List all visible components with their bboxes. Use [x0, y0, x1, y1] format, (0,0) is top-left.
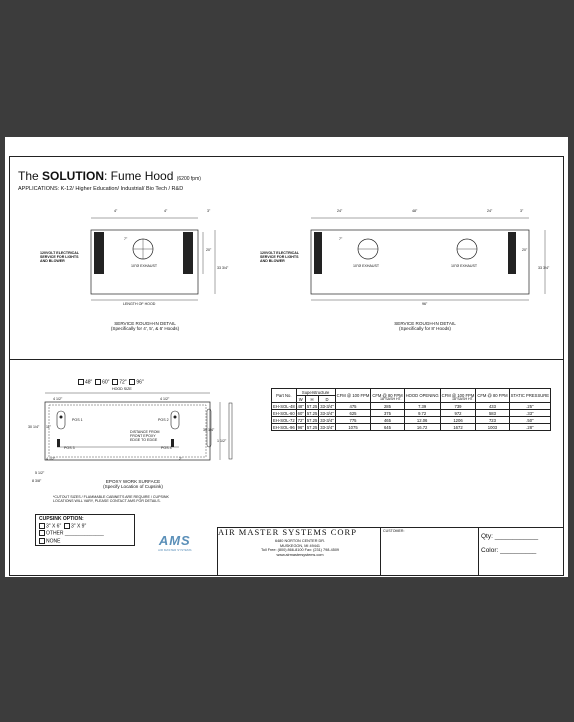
- surface-dim-right: 30 1/4": [203, 428, 215, 432]
- dim-left-small: 7": [124, 237, 128, 241]
- cup-pos-4: POS 4: [161, 446, 172, 450]
- cell: 775: [335, 417, 371, 424]
- logo-text: AMS: [158, 533, 191, 548]
- size-72-checkbox[interactable]: [112, 379, 118, 385]
- table-row: [272, 417, 551, 424]
- dim-8ft-height: 33 3/4": [538, 266, 550, 270]
- applications-line: APPLICATIONS: K-12/ Higher Education/ Industrial/ Bio Tech / R&D: [18, 186, 184, 192]
- length-label: LENGTH OF HOOD: [123, 302, 156, 306]
- color-field[interactable]: Color: __________: [481, 547, 537, 554]
- hood-size-label: HOOD SIZE: [112, 387, 132, 391]
- cell: 1003: [476, 424, 509, 431]
- cell: 1206: [440, 417, 476, 424]
- cell: 972: [440, 410, 476, 417]
- service-label-8ft: 120VOLT ELECTRICAL SERVICE FOR LIGHTS AND BLOWER: [260, 251, 300, 264]
- cell: 57.25: [306, 403, 318, 409]
- cell: 475: [335, 403, 371, 410]
- sub-h: H: [305, 396, 318, 403]
- company-address: 6480 NORTON CENTER DR. MUSKEGON, MI 49441: [274, 539, 326, 548]
- cell: 72": [297, 417, 304, 423]
- dim-8ft-right-small: 20": [522, 248, 528, 252]
- header-hood-opening: HOOD OPENING: [404, 389, 440, 403]
- cell: 57.25: [306, 410, 318, 416]
- cell: EH-SOL-72: [273, 417, 295, 423]
- cell: 1075: [335, 424, 371, 431]
- cupsink-other-label: OTHER: [46, 530, 64, 537]
- qty-label: Qty:: [481, 533, 493, 540]
- cell: .25": [509, 403, 550, 410]
- qty-field[interactable]: Qty: ____________: [481, 533, 539, 540]
- surface-dim-right-inner: 1 1/2": [217, 439, 227, 443]
- cell: EH-SOL-96: [273, 424, 295, 430]
- surface-dim-br: 2": [179, 457, 183, 461]
- cell: 645: [371, 424, 404, 431]
- cell: 16.72: [404, 424, 440, 431]
- cell: 33-3/4": [320, 417, 334, 423]
- cell: 12.06: [404, 417, 440, 424]
- exhaust-label: 10"Ø EXHAUST: [131, 264, 158, 268]
- header-cfm-80: CFM @ 80 FPM: [371, 389, 404, 403]
- sub-d: D: [319, 396, 335, 403]
- dim-height: 33 3/4": [217, 266, 229, 270]
- page-title: The SOLUTION: Fume Hood (6200 fpm): [18, 169, 201, 183]
- cell: 1672: [440, 424, 476, 431]
- dim-8ft-left-small: 7": [339, 237, 343, 241]
- dim-right-small: 20": [206, 248, 212, 252]
- cupsink-row-1: [39, 523, 131, 530]
- size-48-checkbox[interactable]: [78, 379, 84, 385]
- cell: 57.25: [306, 424, 318, 430]
- sub-w: W: [296, 396, 305, 403]
- header-static-pressure: STATIC PRESSURE: [509, 389, 550, 403]
- title-block-divider-3: [478, 527, 479, 575]
- right-caption: SERVICE ROUGH-IN DETAIL (Specifically for 8' Hoods): [394, 321, 456, 332]
- left-rough-in-drawing: [85, 212, 235, 307]
- title-block-divider-2: [380, 527, 381, 575]
- cupsink-3x6-label: 3" X 6": [46, 523, 62, 530]
- cell: .28": [509, 424, 550, 431]
- cup-pos-3: POS 3: [64, 446, 75, 450]
- cell: 33-3/4": [320, 424, 334, 430]
- cell: 33-3/4": [320, 403, 334, 409]
- spec-table: [271, 388, 551, 431]
- service-label: 120VOLT ELECTRICAL SERVICE FOR LIGHTS AND BLOWER: [40, 251, 80, 264]
- size-96-checkbox[interactable]: [129, 379, 135, 385]
- cell: EH-SOL-60: [273, 410, 295, 416]
- cup-pos-2: POS 2: [158, 418, 169, 422]
- hood-size-options: 48" 60" 72" 96": [78, 379, 144, 385]
- dim-top-right: 3": [207, 209, 211, 213]
- cell: .33": [509, 410, 550, 417]
- surface-dim-bl: 4 1/2": [46, 457, 56, 461]
- distance-note: DISTANCE FROM FRONT EPOXY EDGE TO EDGE: [130, 430, 160, 443]
- cupsink-other-checkbox[interactable]: [39, 530, 45, 536]
- cup-pos-1: POS 1: [72, 418, 83, 422]
- cell: EH-SOL-48: [273, 403, 295, 409]
- dim-8ft-b: 48": [412, 209, 418, 213]
- cell: 723: [476, 417, 509, 424]
- company-website: www.airmastersystems.com: [276, 553, 324, 557]
- dim-8ft-d: 3": [520, 209, 524, 213]
- section-divider: [10, 359, 563, 360]
- drawing-frame: [9, 156, 564, 576]
- cutout-note: *CUTOUT SIZES / FLAMMABLE CABINETS ARE REQUIRE / CUPSINK LOCATIONS WILL VARY, PLEASE CONTACT AMS FOR DETAILS.: [53, 495, 169, 504]
- cell: 285: [371, 403, 404, 410]
- surface-caption: EPOXY WORK SURFACE (Specify Location of Cupsink): [103, 479, 163, 490]
- sash-height-2: 18"SASH HT.: [452, 397, 474, 401]
- cupsink-none-checkbox[interactable]: [39, 538, 45, 544]
- header-superstructure: Superstructure: [296, 389, 335, 396]
- table-row: [272, 403, 551, 410]
- company-phone: Toll Free: (800) 866-8100 Fax: (231) 798-4509: [260, 548, 340, 552]
- cell: 583: [476, 410, 509, 417]
- cell: 465: [371, 417, 404, 424]
- dim-8ft-c: 24": [487, 209, 493, 213]
- surface-dim-bl3: 8 3/8": [32, 479, 42, 483]
- header-part-no: Part No.: [272, 389, 297, 403]
- cell: 96": [297, 424, 304, 430]
- right-rough-in-drawing: [305, 212, 555, 307]
- company-name: AIR MASTER SYSTEMS CORP: [218, 527, 357, 537]
- exhaust-label-1: 10"Ø EXHAUST: [353, 264, 380, 268]
- dim-8ft-a: 24": [337, 209, 343, 213]
- cell: 9.72: [404, 410, 440, 417]
- cupsink-none-label: NONE: [46, 537, 61, 544]
- cell: 625: [335, 410, 371, 417]
- header-cfm-80-b: CFM @ 80 FPM: [476, 389, 509, 403]
- cell: 57.25: [306, 417, 318, 423]
- dim-top-left: 4": [114, 209, 118, 213]
- surface-dim-tl: 4 1/2": [53, 397, 63, 401]
- cell: 375: [371, 410, 404, 417]
- customer-label: CUSTOMER:: [383, 529, 405, 533]
- surface-dim-left: 30 1/4": [28, 425, 40, 429]
- cupsink-row-2: OTHER ______________: [39, 530, 131, 537]
- table-row: [272, 410, 551, 417]
- exhaust-label-2: 10"Ø EXHAUST: [451, 264, 478, 268]
- cupsink-option-box: [35, 514, 135, 546]
- cell: .50": [509, 417, 550, 424]
- cupsink-3x6-checkbox[interactable]: [39, 523, 45, 529]
- sash-height-1: 18"SASH HT.: [380, 397, 402, 401]
- left-caption: SERVICE ROUGH-IN DETAIL (Specifically for 4', 5', & 6' Hoods): [110, 321, 180, 332]
- size-60-checkbox[interactable]: [95, 379, 101, 385]
- dim-8ft-width: 96": [422, 302, 428, 306]
- logo-subtext: AIR MASTER SYSTEMS: [158, 548, 192, 552]
- table-row: [272, 424, 551, 431]
- cupsink-3x9-label: 3" X 9": [71, 523, 87, 530]
- header-cfm-100: CFM @ 100 FPM: [335, 389, 371, 403]
- cupsink-row-3: [39, 538, 131, 545]
- cell: 739: [440, 403, 476, 410]
- dim-top-mid: 4": [164, 209, 168, 213]
- cell: 33-3/4": [320, 410, 334, 416]
- surface-dim-tr: 4 1/2": [160, 397, 170, 401]
- color-label: Color:: [481, 547, 499, 554]
- cupsink-title: CUPSINK OPTION:: [39, 516, 84, 522]
- cell: 7.39: [404, 403, 440, 410]
- surface-dim-left-inner: 11": [46, 425, 52, 429]
- cell: 48": [297, 403, 304, 409]
- header-cfm-100-b: CFM @ 100 FPM: [440, 389, 476, 403]
- cell: 60": [297, 410, 304, 416]
- cell: 433: [476, 403, 509, 410]
- surface-dim-bl2: 5 1/2": [35, 471, 45, 475]
- ams-logo: [158, 533, 192, 552]
- cupsink-3x9-checkbox[interactable]: [64, 523, 70, 529]
- drawing-sheet: [5, 137, 568, 577]
